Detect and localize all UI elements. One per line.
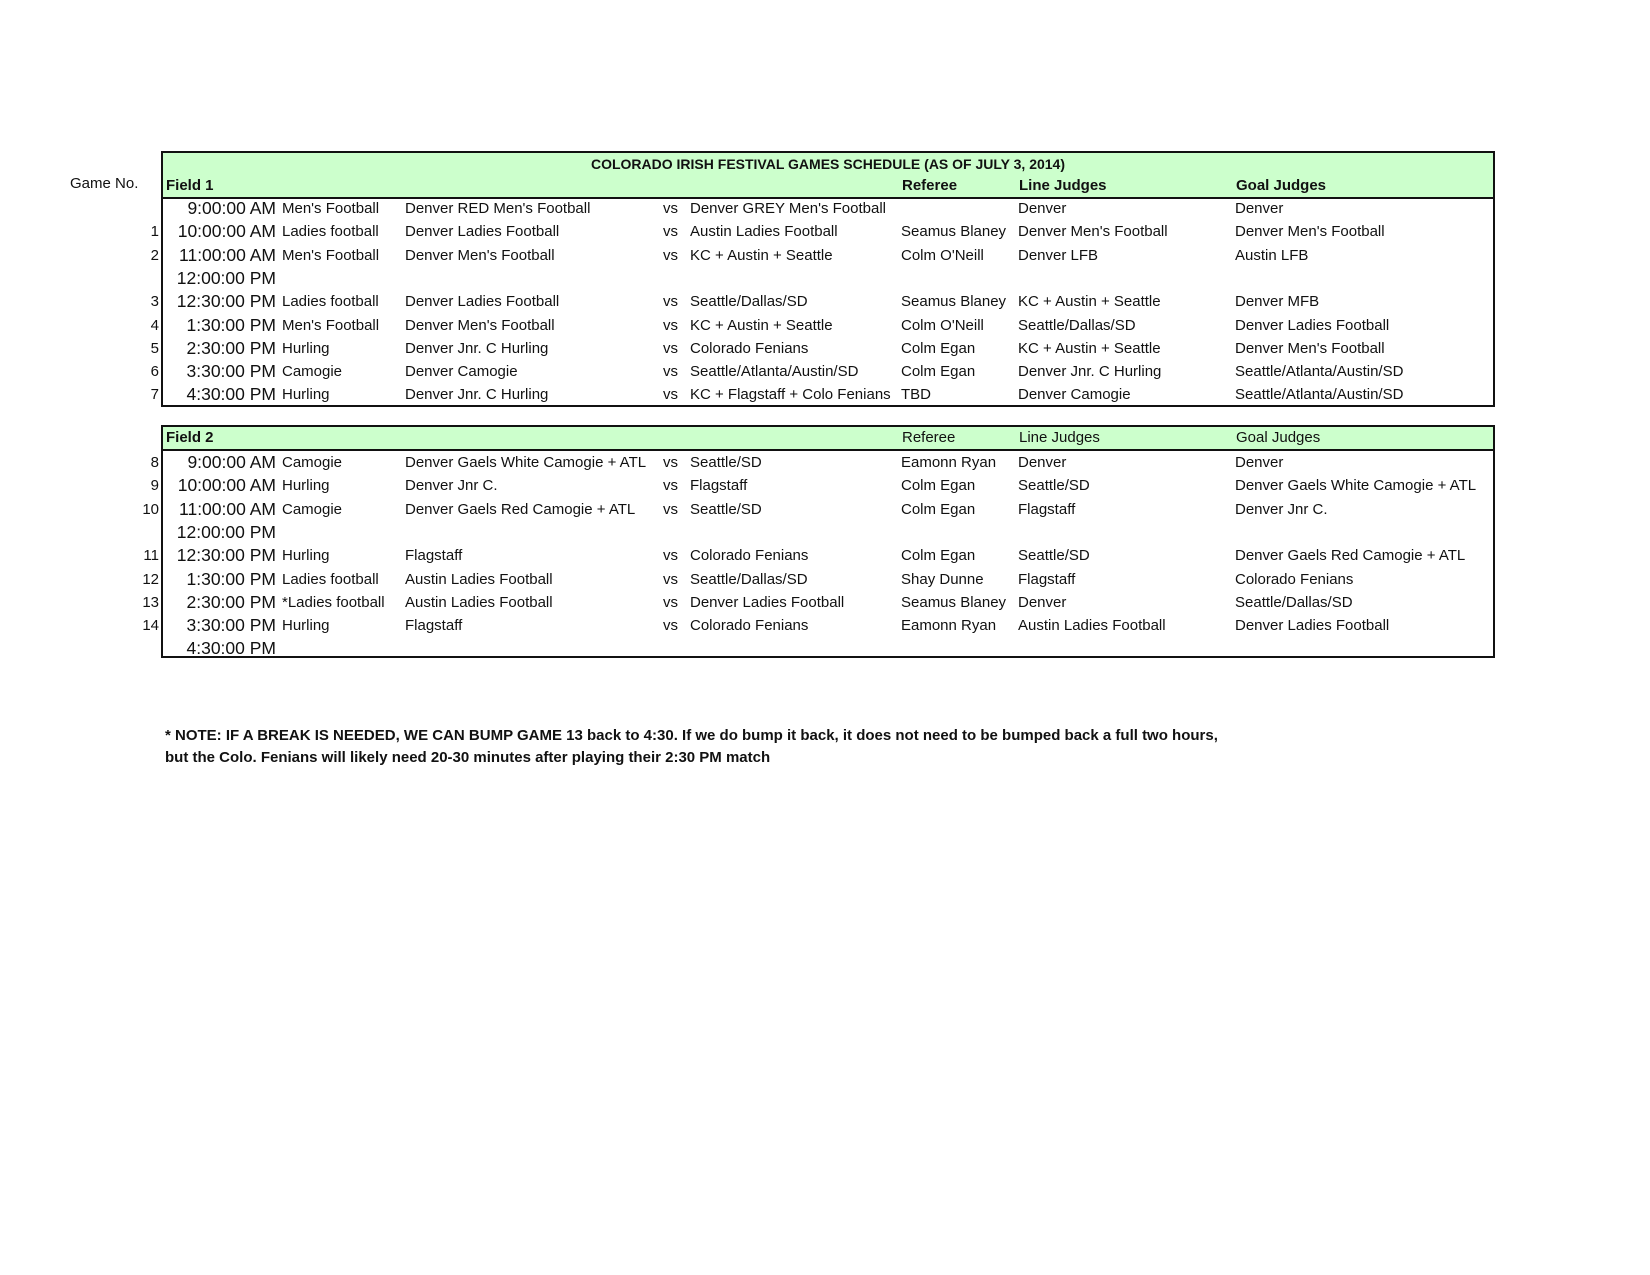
versus-label: vs (663, 386, 678, 404)
game-time: 12:30:00 PM (176, 545, 276, 566)
referee-cell: Seamus Blaney (901, 293, 1007, 311)
away-team: Colorado Fenians (690, 617, 809, 635)
game-sport: Hurling (282, 547, 330, 565)
line-judges-cell: KC + Austin + Seattle (1018, 293, 1161, 311)
line-judges-header: Line Judges (1019, 429, 1100, 446)
schedule-row (0, 197, 1650, 220)
game-number: 8 (150, 454, 159, 471)
goal-judges-cell: Seattle/Atlanta/Austin/SD (1235, 363, 1404, 381)
goal-judges-cell: Denver Gaels White Camogie + ATL (1235, 477, 1477, 495)
schedule-row (0, 451, 1650, 474)
field2-header (163, 427, 1493, 451)
referee-cell: Colm Egan (901, 500, 976, 518)
away-team: KC + Austin + Seattle (690, 316, 833, 334)
game-time: 10:00:00 AM (177, 475, 276, 496)
versus-label: vs (663, 316, 678, 334)
away-team: Seattle/SD (690, 500, 762, 518)
away-team: Colorado Fenians (690, 547, 809, 565)
line-judges-cell: Denver (1018, 454, 1067, 471)
away-team: Colorado Fenians (690, 339, 809, 357)
versus-label: vs (663, 500, 678, 518)
schedule-row (0, 637, 1650, 660)
game-sport: Hurling (282, 339, 330, 357)
goal-judges-header: Goal Judges (1236, 429, 1321, 446)
referee-cell: Colm Egan (901, 363, 976, 381)
line-judges-cell: KC + Austin + Seattle (1018, 339, 1161, 357)
line-judges-header: Line Judges (1019, 177, 1107, 194)
referee-cell: Colm O'Neill (901, 316, 984, 334)
home-team: Denver Jnr C. (405, 477, 498, 495)
home-team: Denver Jnr. C Hurling (405, 386, 549, 404)
goal-judges-cell: Denver MFB (1235, 293, 1320, 311)
game-sport: Camogie (282, 363, 343, 381)
game-sport: Men's Football (282, 246, 380, 264)
game-time: 12:30:00 PM (176, 291, 276, 312)
game-time: 2:30:00 PM (186, 591, 276, 612)
away-team: Seattle/SD (690, 454, 762, 471)
home-team: Denver Gaels White Camogie + ATL (405, 454, 647, 471)
home-team: Austin Ladies Football (405, 593, 553, 611)
referee-cell: Shay Dunne (901, 570, 984, 588)
game-time: 10:00:00 AM (177, 221, 276, 242)
referee-cell: Colm Egan (901, 477, 976, 495)
game-sport: *Ladies football (282, 593, 385, 611)
referee-cell: Seamus Blaney (901, 223, 1007, 241)
line-judges-cell: Denver LFB (1018, 246, 1099, 264)
schedule-row (0, 544, 1650, 567)
versus-label: vs (663, 477, 678, 495)
goal-judges-cell: Denver (1235, 454, 1284, 471)
field2-label: Field 2 (166, 429, 214, 446)
away-team: KC + Flagstaff + Colo Fenians (690, 386, 891, 404)
schedule-row (0, 244, 1650, 267)
game-sport: Hurling (282, 386, 330, 404)
game-time: 1:30:00 PM (186, 568, 276, 589)
line-judges-cell: Denver Men's Football (1018, 223, 1168, 241)
line-judges-cell: Austin Ladies Football (1018, 617, 1166, 635)
schedule-row (0, 474, 1650, 497)
referee-cell: Colm Egan (901, 547, 976, 565)
away-team: Seattle/Atlanta/Austin/SD (690, 363, 859, 381)
game-sport: Camogie (282, 500, 343, 518)
referee-cell: Eamonn Ryan (901, 454, 997, 471)
game-number: 7 (150, 386, 159, 404)
referee-header: Referee (902, 177, 958, 194)
field1-label: Field 1 (166, 177, 214, 194)
versus-label: vs (663, 200, 678, 217)
versus-label: vs (663, 246, 678, 264)
goal-judges-cell: Austin LFB (1235, 246, 1309, 264)
away-team: Flagstaff (690, 477, 748, 495)
game-number: 9 (150, 477, 159, 495)
versus-label: vs (663, 293, 678, 311)
game-number: 3 (150, 293, 159, 311)
versus-label: vs (663, 593, 678, 611)
goal-judges-cell: Denver (1235, 200, 1284, 217)
game-number: 4 (150, 316, 159, 334)
away-team: Austin Ladies Football (690, 223, 838, 241)
game-sport: Camogie (282, 454, 343, 471)
line-judges-cell: Denver Jnr. C Hurling (1018, 363, 1162, 381)
game-sport: Ladies football (282, 570, 379, 588)
game-sport: Ladies football (282, 293, 379, 311)
game-number: 13 (142, 593, 159, 611)
note-line-2: but the Colo. Fenians will likely need 20-30 minutes after playing their 2:30 PM match (165, 749, 771, 766)
game-no-header: Game No. (70, 175, 139, 192)
goal-judges-cell: Colorado Fenians (1235, 570, 1354, 588)
game-number: 12 (142, 570, 159, 588)
game-time: 4:30:00 PM (186, 638, 276, 659)
goal-judges-cell: Denver Men's Football (1235, 339, 1385, 357)
versus-label: vs (663, 454, 678, 471)
game-sport: Men's Football (282, 200, 380, 217)
game-number: 11 (143, 547, 159, 565)
goal-judges-cell: Denver Ladies Football (1235, 316, 1390, 334)
game-sport: Ladies football (282, 223, 379, 241)
schedule-row (0, 360, 1650, 383)
game-number: 10 (142, 500, 159, 518)
goal-judges-cell: Denver Ladies Football (1235, 617, 1390, 635)
schedule-row (0, 383, 1650, 406)
game-sport: Hurling (282, 477, 330, 495)
goal-judges-header: Goal Judges (1236, 177, 1327, 194)
schedule-row (0, 521, 1650, 544)
game-time: 12:00:00 PM (176, 267, 276, 288)
game-time: 11:00:00 AM (179, 498, 276, 519)
line-judges-cell: Denver Camogie (1018, 386, 1131, 404)
schedule-row (0, 314, 1650, 337)
game-number: 14 (142, 617, 159, 635)
game-number: 5 (150, 339, 159, 357)
referee-cell: Colm Egan (901, 339, 976, 357)
goal-judges-cell: Denver Gaels Red Camogie + ATL (1235, 547, 1466, 565)
away-team: KC + Austin + Seattle (690, 246, 833, 264)
game-number: 2 (150, 246, 159, 264)
line-judges-cell: Seattle/Dallas/SD (1018, 316, 1136, 334)
versus-label: vs (663, 547, 678, 565)
away-team: Denver Ladies Football (690, 593, 845, 611)
home-team: Denver Ladies Football (405, 293, 560, 311)
game-time: 2:30:00 PM (186, 337, 276, 358)
schedule-row (0, 591, 1650, 614)
schedule-row (0, 614, 1650, 637)
game-time: 3:30:00 PM (186, 615, 276, 636)
versus-label: vs (663, 617, 678, 635)
schedule-row (0, 290, 1650, 313)
home-team: Flagstaff (405, 547, 463, 565)
versus-label: vs (663, 363, 678, 381)
home-team: Denver Ladies Football (405, 223, 560, 241)
versus-label: vs (663, 339, 678, 357)
goal-judges-cell: Seattle/Dallas/SD (1235, 593, 1353, 611)
versus-label: vs (663, 570, 678, 588)
goal-judges-cell: Denver Jnr C. (1235, 500, 1328, 518)
home-team: Flagstaff (405, 617, 463, 635)
home-team: Austin Ladies Football (405, 570, 553, 588)
referee-header: Referee (902, 429, 956, 446)
line-judges-cell: Flagstaff (1018, 570, 1076, 588)
home-team: Denver Men's Football (405, 246, 555, 264)
schedule-note (165, 725, 1218, 769)
referee-cell: Eamonn Ryan (901, 617, 997, 635)
line-judges-cell: Denver (1018, 593, 1067, 611)
home-team: Denver Jnr. C Hurling (405, 339, 549, 357)
referee-cell: Colm O'Neill (901, 246, 984, 264)
home-team: Denver RED Men's Football (405, 200, 591, 217)
game-sport: Hurling (282, 617, 330, 635)
game-time: 9:00:00 AM (187, 198, 276, 218)
schedule-row (0, 568, 1650, 591)
away-team: Denver GREY Men's Football (690, 200, 887, 217)
game-time: 11:00:00 AM (179, 244, 276, 265)
referee-cell: TBD (901, 386, 931, 404)
away-team: Seattle/Dallas/SD (690, 293, 808, 311)
game-time: 4:30:00 PM (186, 384, 276, 405)
goal-judges-cell: Seattle/Atlanta/Austin/SD (1235, 386, 1404, 404)
schedule-row (0, 220, 1650, 243)
game-number: 6 (150, 363, 159, 381)
schedule-row (0, 498, 1650, 521)
schedule-row (0, 267, 1650, 290)
away-team: Seattle/Dallas/SD (690, 570, 808, 588)
schedule-title: COLORADO IRISH FESTIVAL GAMES SCHEDULE (AS OF JULY 3, 2014) (163, 153, 1493, 175)
game-time: 1:30:00 PM (186, 314, 276, 335)
line-judges-cell: Seattle/SD (1018, 547, 1090, 565)
referee-cell: Seamus Blaney (901, 593, 1007, 611)
game-number: 1 (150, 223, 159, 241)
field1-header (163, 175, 1493, 199)
note-line-1: * NOTE: IF A BREAK IS NEEDED, WE CAN BUMP GAME 13 back to 4:30. If we do bump it back, it does not need to be bumped back a full two hours, (165, 727, 1218, 744)
home-team: Denver Men's Football (405, 316, 555, 334)
versus-label: vs (663, 223, 678, 241)
line-judges-cell: Denver (1018, 200, 1067, 217)
schedule-row (0, 337, 1650, 360)
game-time: 3:30:00 PM (186, 361, 276, 382)
game-sport: Men's Football (282, 316, 380, 334)
home-team: Denver Camogie (405, 363, 518, 381)
line-judges-cell: Flagstaff (1018, 500, 1076, 518)
line-judges-cell: Seattle/SD (1018, 477, 1090, 495)
game-time: 9:00:00 AM (187, 452, 276, 472)
home-team: Denver Gaels Red Camogie + ATL (405, 500, 636, 518)
goal-judges-cell: Denver Men's Football (1235, 223, 1385, 241)
game-time: 12:00:00 PM (176, 521, 276, 542)
